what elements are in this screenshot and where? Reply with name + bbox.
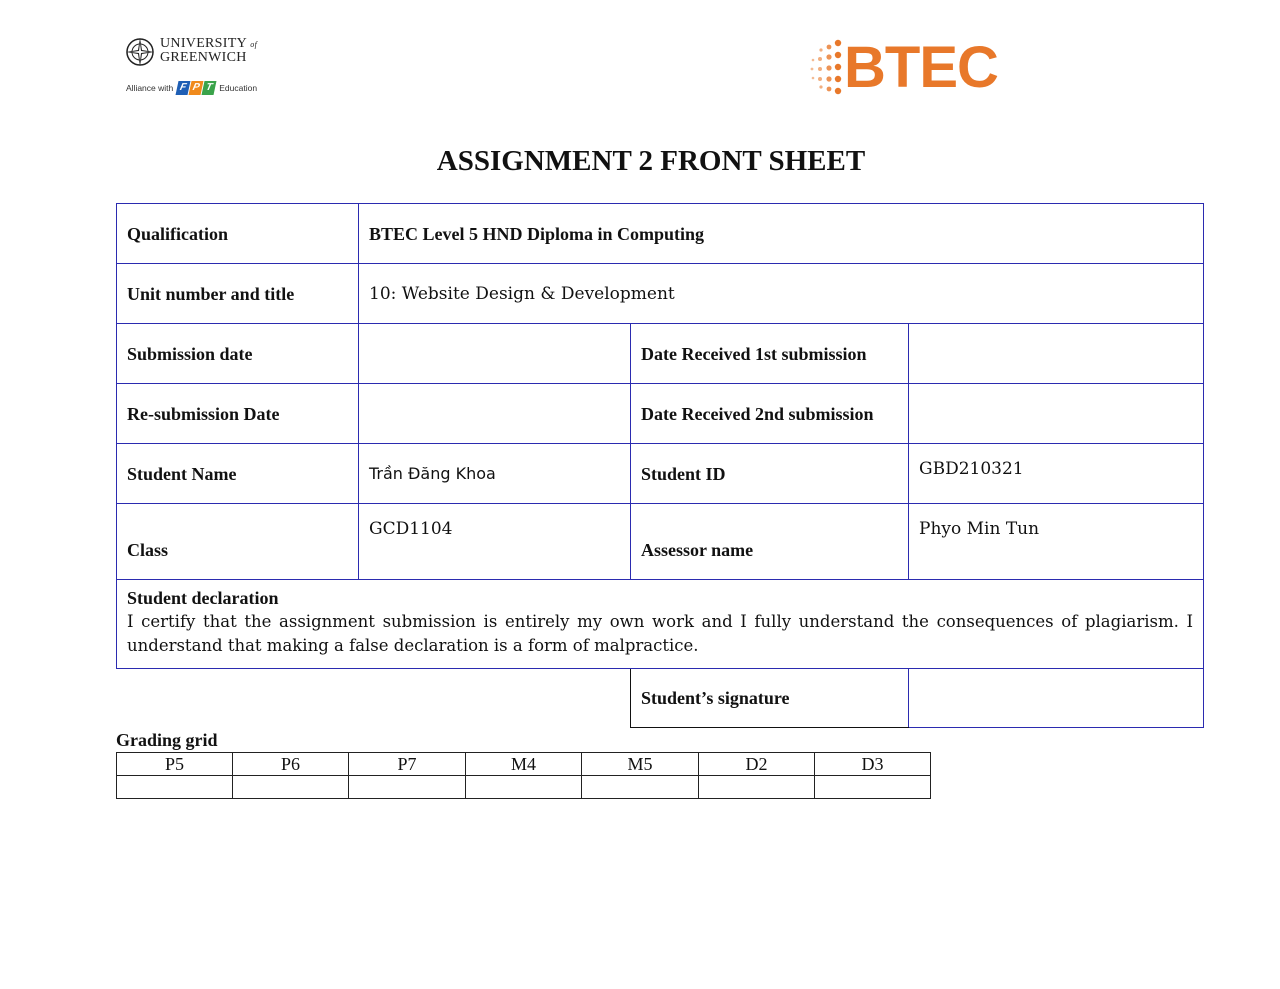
submission-date-field[interactable] xyxy=(359,324,631,384)
signature-label: Student’s signature xyxy=(631,669,909,728)
unit-value: 10: Website Design & Development xyxy=(359,264,1204,324)
unit-row xyxy=(117,264,1204,324)
fpt-logo: F P T xyxy=(177,81,215,95)
grade-header-p7: P7 xyxy=(349,753,466,776)
qualification-label: Qualification xyxy=(117,204,359,264)
grade-cell-m5[interactable] xyxy=(582,776,699,799)
resubmission-date-label: Re-submission Date xyxy=(117,384,359,444)
signature-field[interactable] xyxy=(909,669,1204,728)
submission-row xyxy=(117,324,1204,384)
student-name-value: Trần Đăng Khoa xyxy=(359,444,631,504)
declaration-title: Student declaration xyxy=(127,588,279,608)
resubmission-row xyxy=(117,384,1204,444)
declaration-row xyxy=(117,580,1204,669)
front-sheet-table xyxy=(116,203,1204,728)
student-name-label: Student Name xyxy=(117,444,359,504)
student-declaration xyxy=(117,580,1204,669)
university-of-greenwich-logo xyxy=(124,36,264,106)
grade-header-d3: D3 xyxy=(815,753,931,776)
grade-header-p6: P6 xyxy=(233,753,349,776)
grading-grid-title: Grading grid xyxy=(116,730,218,750)
alliance-line: Alliance with F P T Education xyxy=(126,82,258,93)
class-value: GCD1104 xyxy=(359,504,631,580)
assessor-label: Assessor name xyxy=(631,504,909,580)
received-2nd-field[interactable] xyxy=(909,384,1204,444)
grade-cell-m4[interactable] xyxy=(466,776,582,799)
assessor-value: Phyo Min Tun xyxy=(909,504,1204,580)
grade-cell-p6[interactable] xyxy=(233,776,349,799)
grade-cell-d2[interactable] xyxy=(699,776,815,799)
student-row xyxy=(117,444,1204,504)
grading-value-row xyxy=(117,776,931,799)
compass-seal-icon xyxy=(124,36,156,68)
grading-grid xyxy=(116,752,931,799)
grade-header-m5: M5 xyxy=(582,753,699,776)
qualification-row xyxy=(117,204,1204,264)
class-row xyxy=(117,504,1204,580)
signature-row xyxy=(117,669,1204,728)
grade-header-m4: M4 xyxy=(466,753,582,776)
unit-label: Unit number and title xyxy=(117,264,359,324)
qualification-value: BTEC Level 5 HND Diploma in Computing xyxy=(359,204,1204,264)
student-id-label: Student ID xyxy=(631,444,909,504)
grade-header-p5: P5 xyxy=(117,753,233,776)
student-id-value: GBD210321 xyxy=(909,444,1204,504)
university-name: UNIVERSITY of GREENWICH xyxy=(160,36,258,65)
declaration-text: I certify that the assignment submission is entirely my own work and I fully understand the consequences of plagiarism. I understand that making a false declaration is a form of malpractice. xyxy=(127,612,1193,655)
submission-date-label: Submission date xyxy=(117,324,359,384)
page-title: ASSIGNMENT 2 FRONT SHEET xyxy=(436,145,866,177)
grade-cell-d3[interactable] xyxy=(815,776,931,799)
received-2nd-label: Date Received 2nd submission xyxy=(631,384,909,444)
btec-wordmark: BTEC xyxy=(844,35,998,100)
grade-cell-p7[interactable] xyxy=(349,776,466,799)
class-label: Class xyxy=(117,504,359,580)
resubmission-date-field[interactable] xyxy=(359,384,631,444)
grading-header-row xyxy=(117,753,931,776)
grade-cell-p5[interactable] xyxy=(117,776,233,799)
grade-header-d2: D2 xyxy=(699,753,815,776)
signature-spacer xyxy=(117,669,631,728)
received-1st-label: Date Received 1st submission xyxy=(631,324,909,384)
received-1st-field[interactable] xyxy=(909,324,1204,384)
btec-logo xyxy=(808,35,1008,100)
